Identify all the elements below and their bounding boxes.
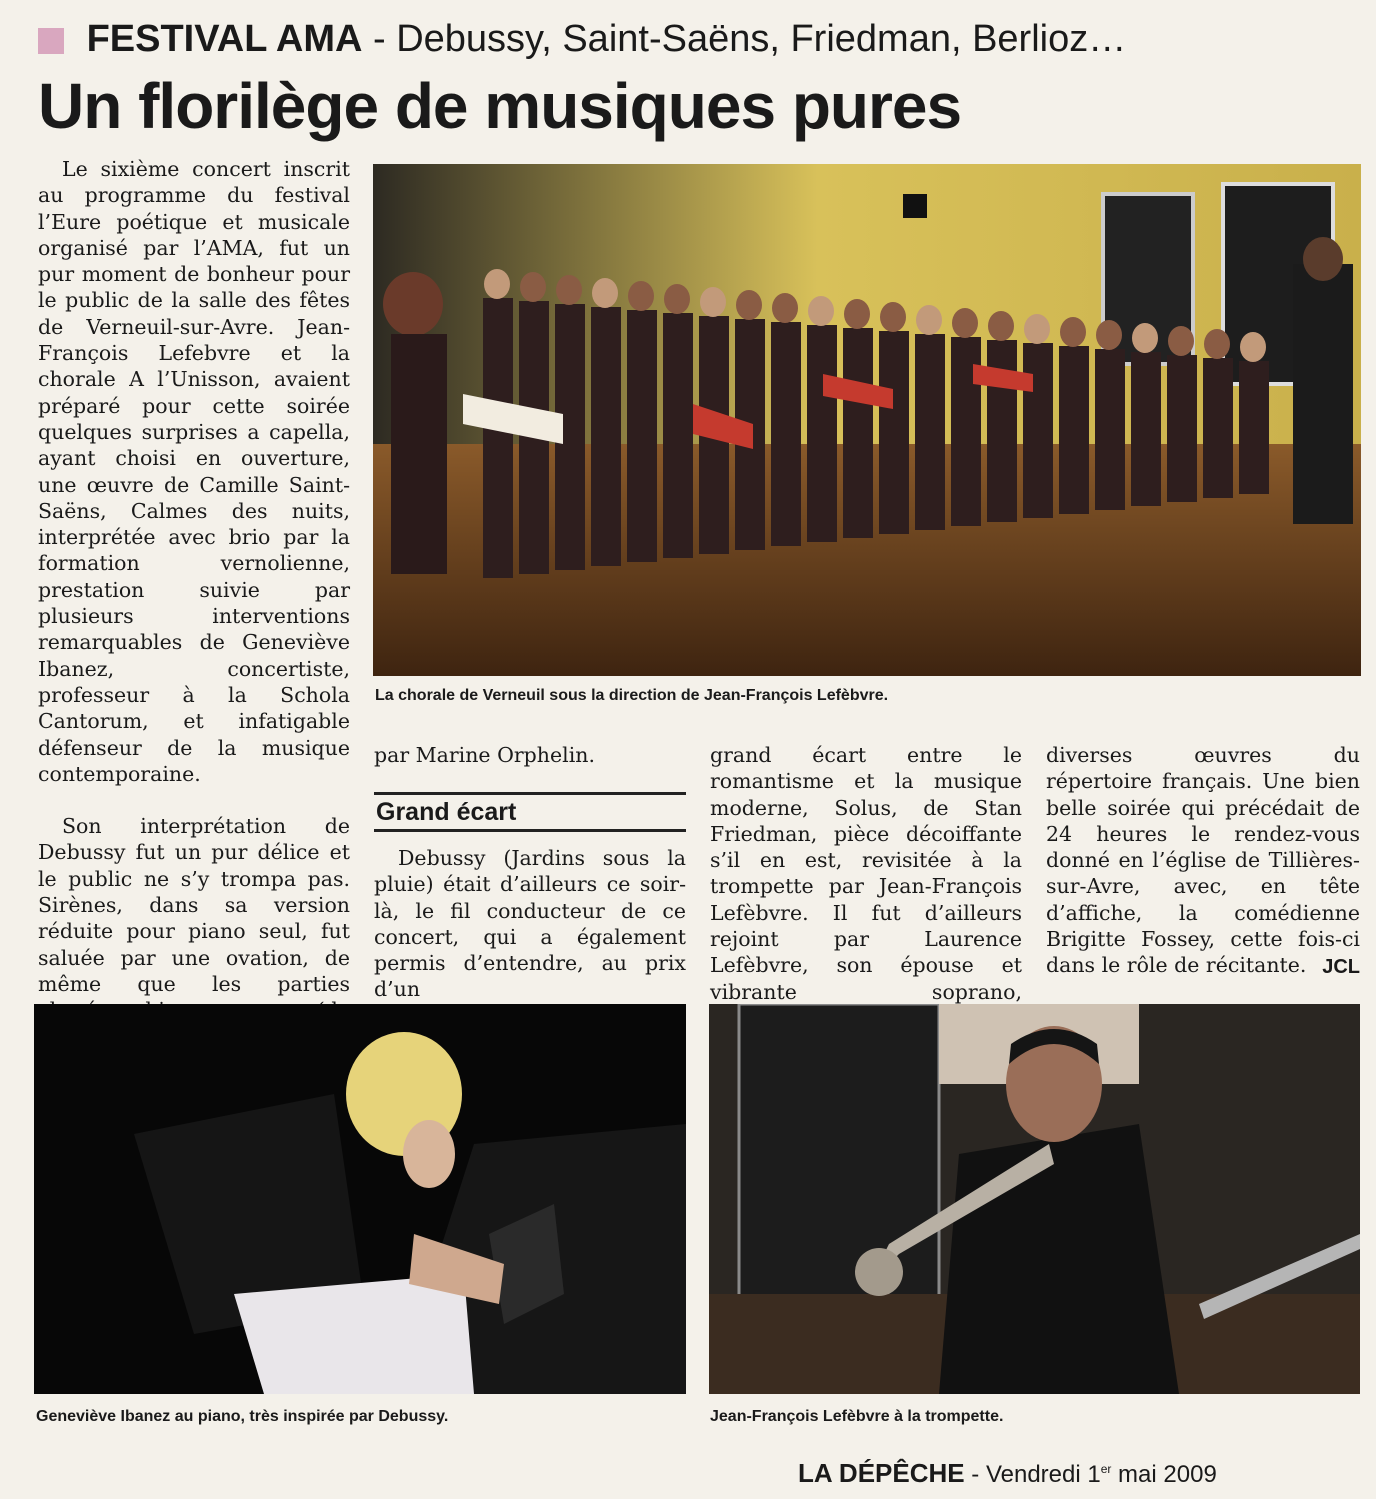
choir-photo [373, 164, 1361, 676]
caption-piano: Geneviève Ibanez au piano, très inspirée par Debussy. [36, 1408, 449, 1425]
article-column-3 [710, 742, 1022, 1031]
piano-photo [34, 1004, 686, 1394]
article-paragraph: diverses œuvres du répertoire français. Une bien belle soirée qui précédait de 24 heures le rendez-vous donné en l’église de Tillières-sur-Avre, avec, en tête d’affiche, la comédienne Brigitte Fossey, cette fois-ci dans le rôle de récitante. [1046, 743, 1360, 978]
article-paragraph: Son interprétation de Debussy fut un pur délice et le public ne s’y trompa pas. Sirènes, dans sa version réduite pour piano seul, fut saluée par une ovation, de même que les parties [38, 814, 350, 996]
newspaper-name: LA DÉPÊCHE [798, 1458, 965, 1488]
article-column-1 [38, 156, 350, 996]
article-column-4 [1046, 742, 1360, 979]
kicker-square-icon [38, 28, 64, 54]
author-signature: JCL [1322, 956, 1360, 978]
article-continuation: par Marine Orphelin. [374, 743, 595, 767]
date-suffix: mai 2009 [1111, 1461, 1217, 1488]
kicker [38, 14, 1338, 64]
headline: Un florilège de musiques pures [38, 70, 962, 142]
page-footer [798, 1452, 1338, 1486]
caption-trumpet: Jean-François Lefèbvre à la trompette. [710, 1408, 1004, 1425]
kicker-subtitle: - Debussy, Saint-Saëns, Friedman, Berlioz… [372, 18, 1127, 60]
trumpet-photo [709, 1004, 1360, 1394]
article-column-2 [374, 845, 686, 1003]
date-prefix: - Vendredi 1 [971, 1461, 1101, 1488]
article-paragraph: Le sixième concert inscrit au programme du festival l’Eure poétique et musicale organisé par l’AMA, fut un pur moment de bonheur pour le public de la salle des fêtes de Verneuil-sur-Avre. Jean-François Lefebvre et la chorale A l’Unisson, avaient préparé pour cette soirée quelques surprises a capella, ayant choisi en ouverture, une œuvre de Camille Saint-Saëns, Calmes des nuits, interprétée avec brio par la formation vernolienne, prestation suivie par plusieurs interventions remarquables de Geneviève Ibanez, concertiste, professeur à la Schola Cantorum, et infatigable défenseur de la musique contemporaine. [38, 157, 350, 786]
article-paragraph: grand écart entre le romantisme et la musique moderne, Solus, de Stan Friedman, pièce décoiffante s’il en est, revisitée à la trompette par Jean-François Lefèbvre. Il fut d’ailleurs rejoint par Laurence Lefèbvre, son épouse et vibrante soprano, [710, 743, 1022, 1004]
date-sup: er [1100, 1462, 1112, 1476]
kicker-label: FESTIVAL AMA [86, 18, 363, 60]
article-column-2-continuation [374, 742, 686, 768]
subheading: Grand écart [374, 792, 686, 832]
article-paragraph: Debussy (Jardins sous la pluie) était d’ailleurs ce soir-là, le fil conducteur de ce concert, qui a également permis d’entendre, au prix d’un [374, 846, 686, 1002]
caption-choir: La chorale de Verneuil sous la direction de Jean-François Lefèbvre. [375, 687, 889, 704]
